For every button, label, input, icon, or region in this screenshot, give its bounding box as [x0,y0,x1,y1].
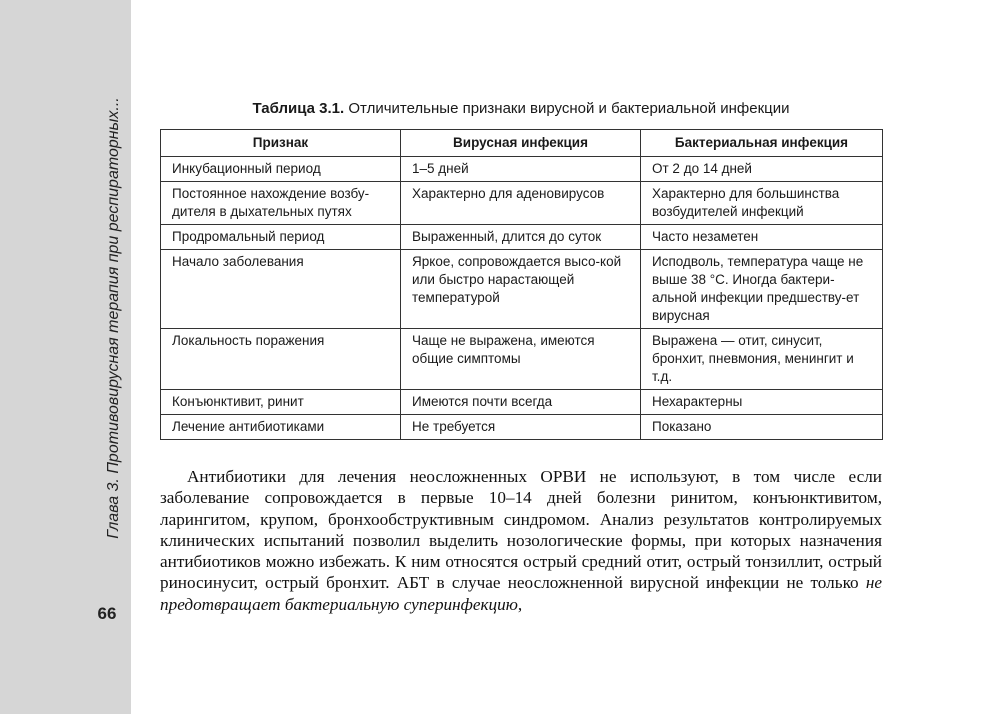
table-cell: Нехарактерны [641,390,883,415]
page-number: 66 [97,604,117,623]
chapter-running-title: Глава 3. Противовирусная терапия при респираторных... [105,97,122,539]
table-cell: Характерно для большинства возбудителей инфекций [641,182,883,225]
paragraph-regular-text: Антибиотики для лечения неосложненных ОРВИ не используют, в том числе если заболевание сопровождается в первые 10–14 дней болезни ринитом, конъюнктивитом, ларингитом, крупом, бронхообструктивным синдромом. Анализ результатов контролируемых клинических испытаний позволил выделить нозологические формы, при которых назначения антибиотиков можно избежать. К ним относятся острый средний отит, острый тонзиллит, острый риносинусит, острый бронхит. АБТ в случае неосложненной вирусной инфекции не только [160,467,882,593]
table-cell: Чаще не выражена, имеются общие симптомы [401,329,641,390]
body-text [160,466,882,615]
table-caption [160,100,882,117]
table-cell: Продромальный период [161,225,401,250]
table-cell: Яркое, сопровождается высо-кой или быстро нарастающей температурой [401,250,641,329]
paragraph-end-punct: , [517,594,523,614]
header-bacterial: Бактериальная инфекция [641,130,883,157]
header-viral: Вирусная инфекция [401,130,641,157]
table-header-row [161,130,883,157]
header-sign: Признак [161,130,401,157]
table-row [161,182,883,225]
paragraph-italic-text: не предотвращает бактериальную суперинфекцию [160,573,882,614]
table-cell: Исподволь, температура чаще не выше 38 °С. Иногда бактери-альной инфекции предшеству-ет вирусная [641,250,883,329]
table-row [161,415,883,440]
table-cell: Показано [641,415,883,440]
table-cell: Постоянное нахождение возбу-дителя в дыхательных путях [161,182,401,225]
table-cell: Часто незаметен [641,225,883,250]
table-cell: Конъюнктивит, ринит [161,390,401,415]
table-cell: Начало заболевания [161,250,401,329]
table-cell: Не требуется [401,415,641,440]
comparison-table [160,129,883,440]
table-cell: От 2 до 14 дней [641,157,883,182]
table-cell: Локальность поражения [161,329,401,390]
table-cell: Выраженный, длится до суток [401,225,641,250]
body-paragraph [160,466,882,615]
table-cell: Выражена — отит, синусит, бронхит, пневмония, менингит и т.д. [641,329,883,390]
table-row [161,225,883,250]
table-row [161,157,883,182]
table-cell: Инкубационный период [161,157,401,182]
table-row [161,390,883,415]
table-row [161,329,883,390]
table-caption-text: Отличительные признаки вирусной и бактериальной инфекции [344,100,790,117]
table-cell: 1–5 дней [401,157,641,182]
table-caption-number: Таблица 3.1. [252,100,345,117]
table-cell: Лечение антибиотиками [161,415,401,440]
table-cell: Имеются почти всегда [401,390,641,415]
table-cell: Характерно для аденовирусов [401,182,641,225]
table-row [161,250,883,329]
